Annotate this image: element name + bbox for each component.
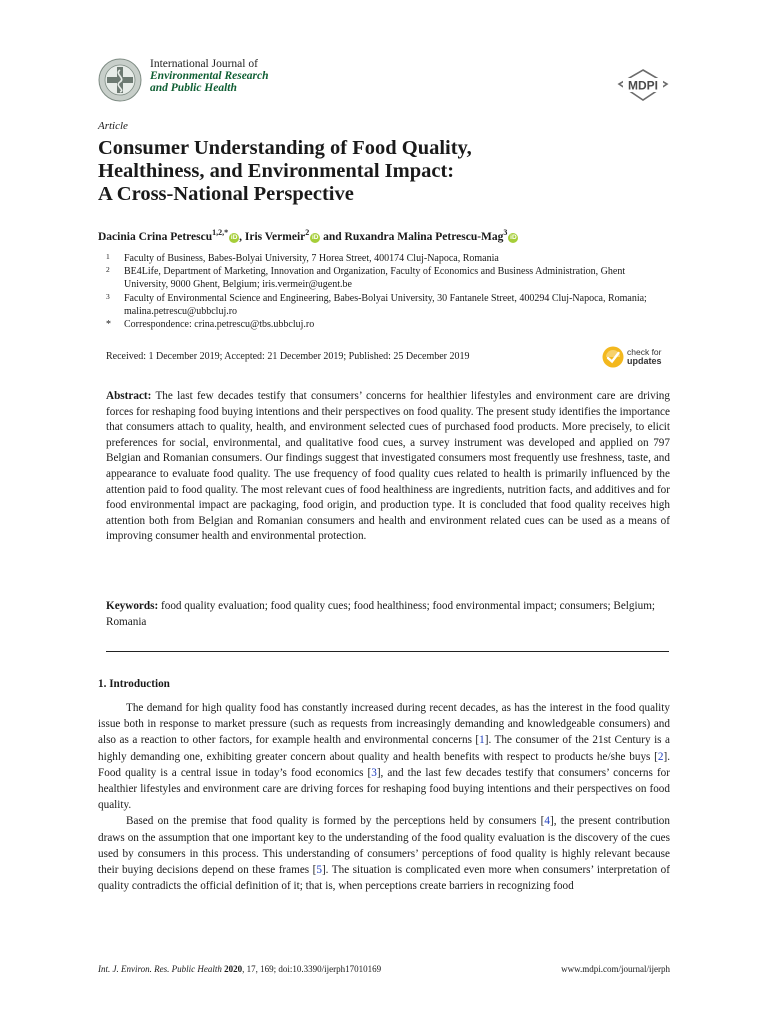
journal-name	[150, 58, 269, 94]
section-divider	[106, 651, 669, 652]
mdpi-logo	[615, 68, 671, 102]
footer-year: 2020	[224, 964, 243, 974]
author-affiliation-marker: 2	[305, 228, 310, 237]
citation-link[interactable]: 2	[657, 750, 664, 763]
affiliation-list	[98, 252, 668, 331]
publication-dates: Received: 1 December 2019; Accepted: 21 December 2019; Published: 25 December 2019	[106, 351, 470, 362]
citation-link[interactable]: 3	[371, 766, 377, 779]
article-title	[98, 137, 658, 206]
journal-logo-icon	[98, 58, 142, 102]
footer-journal-url[interactable]: www.mdpi.com/journal/ijerph	[561, 964, 670, 974]
keywords-text: food quality evaluation; food quality cues; food healthiness; food environmental impact; consumers; Belgium; Romania	[106, 600, 656, 628]
paragraph-text: ], the present contribution draws on the assumption that one important key to the understanding of the food quality evaluation is the discovery of the cues used by consumers in this process. This understanding of consumers’ perceptions of food quality is highly relevant because their buying decisions depend on these frames [	[98, 815, 670, 877]
introduction-paragraph-1	[98, 700, 670, 813]
paragraph-text: Based on the premise that food quality is formed by the perceptions held by consumers [	[126, 815, 545, 828]
journal-name-line1: International Journal of	[150, 58, 258, 70]
correspondence	[98, 318, 668, 331]
author-name[interactable]: Ruxandra Malina Petrescu-Mag	[344, 230, 504, 243]
citation-link[interactable]: 4	[544, 815, 550, 828]
affiliation-text: BE4Life, Department of Marketing, Innovation and Organization, Faculty of Economics and Business Administration, Ghent University, 9000 Ghent, Belgium; iris.vermeir@ugent.be	[124, 266, 626, 291]
orcid-icon[interactable]: iD	[312, 233, 319, 241]
abstract-text: The last few decades testify that consumers’ concerns for healthier lifestyles and environment care are driving forces for reshaping food buying intentions and their perspectives on food quality. The present study identifies the importance that consumers attach to quality, health, and environment selected cues of purchased food products. More precisely, to elicit preferences for social, environmental, and qualitative food cues, a survey instrument was developed and applied on 797 Belgian and Romanian consumers. Our findings suggest that investigated consumers most frequently use freshness, taste, and appearance to evaluate food quality. The use frequency of food quality cues related to health is primarily influenced by the attention paid to food quality. The most relevant cues of food healthiness are ingredients, nutrition facts, and additives and for food environmental impact are packaging, food origin, and production type. It is concluded that food quality receives high attention both from Belgian and Romanian consumers and health and environment related cues can be used as a means of improving consumer health and environmental protection.	[106, 390, 670, 543]
journal-name-line3: and Public Health	[150, 82, 237, 94]
paragraph-text: ]. The consumer of the 21st Century is a highly demanding one, exhibiting greater concern about quality and health benefits with respect to products he/she buys [	[98, 734, 670, 763]
correspondence-marker: *	[106, 319, 111, 331]
paragraph-text: ]. Food quality is a central issue in today’s food economics [	[98, 750, 670, 779]
citation-link[interactable]: 1	[479, 734, 485, 747]
paragraph-text: ], and the last few decades testify that consumers’ concerns for healthier lifestyles and environment care are driving forces for reshaping food buying intentions and their perspectives on food quality.	[98, 766, 670, 812]
journal-name-line2: Environmental Research	[150, 70, 269, 82]
check-for-updates-line1: check for	[627, 347, 662, 357]
correspondence-text: Correspondence: crina.petrescu@tbs.ubbcluj.ro	[124, 319, 315, 331]
citation-link[interactable]: 5	[316, 864, 322, 877]
author-name[interactable]: Dacinia Crina Petrescu	[98, 230, 213, 243]
orcid-icon[interactable]: iD	[510, 233, 517, 241]
author-list	[98, 228, 518, 243]
keywords-label: Keywords:	[106, 600, 159, 612]
abstract-label: Abstract:	[106, 390, 152, 402]
paragraph-text: ]. The situation is complicated even more when consumers’ interpretation of quality contradicts the official definition of it; that is, when perceptions create barriers in recognizing food	[98, 864, 670, 893]
author-separator: and	[320, 230, 345, 243]
author-separator: ,	[239, 230, 245, 243]
title-line-1: Consumer Understanding of Food Quality,	[98, 137, 472, 159]
affiliation-number: 1	[106, 252, 110, 261]
affiliation-text: Faculty of Business, Babes-Bolyai University, 7 Horea Street, 400174 Cluj-Napoca, Romania	[124, 253, 499, 264]
keywords	[106, 599, 670, 630]
check-for-updates-label	[627, 348, 662, 366]
article-type: Article	[98, 120, 128, 132]
author-name[interactable]: Iris Vermeir	[244, 230, 306, 243]
check-for-updates-line2: updates	[627, 356, 662, 366]
affiliation-item	[98, 292, 668, 318]
affiliation-item	[98, 252, 668, 265]
author-affiliation-marker: 1,2,*	[212, 228, 229, 237]
check-for-updates-badge[interactable]	[602, 346, 674, 370]
author-affiliation-marker: 3	[503, 228, 508, 237]
title-line-2: Healthiness, and Environmental Impact:	[98, 160, 455, 182]
introduction-paragraph-2	[98, 813, 670, 894]
affiliation-text: Faculty of Environmental Science and Engineering, Babes-Bolyai University, 30 Fantanele Street, 400294 Cluj-Napoca, Romania; malina.petrescu@ubbcluj.ro	[124, 292, 647, 317]
paragraph-text: The demand for high quality food has constantly increased during recent decades, as has the interest in the food quality issue both in response to market pressure (such as requests from increasingly demanding and knowledgeable consumers) and also as a reaction to other factors, for example health and environmental concerns [	[98, 702, 670, 747]
footer-citation-rest: , 17, 169; doi:10.3390/ijerph17010169	[242, 964, 382, 974]
footer-journal-abbrev: Int. J. Environ. Res. Public Health	[98, 964, 222, 974]
introduction-body	[98, 700, 670, 894]
abstract	[106, 389, 670, 545]
orcid-icon[interactable]: iD	[230, 233, 238, 241]
publisher-name: MDPI	[628, 78, 658, 93]
affiliation-number: 3	[106, 291, 110, 301]
section-heading-introduction: 1. Introduction	[98, 678, 170, 690]
title-line-3: A Cross-National Perspective	[98, 183, 354, 205]
affiliation-number: 2	[106, 265, 110, 275]
check-for-updates-icon	[602, 346, 624, 368]
affiliation-item	[98, 265, 668, 291]
footer-citation	[98, 964, 381, 974]
